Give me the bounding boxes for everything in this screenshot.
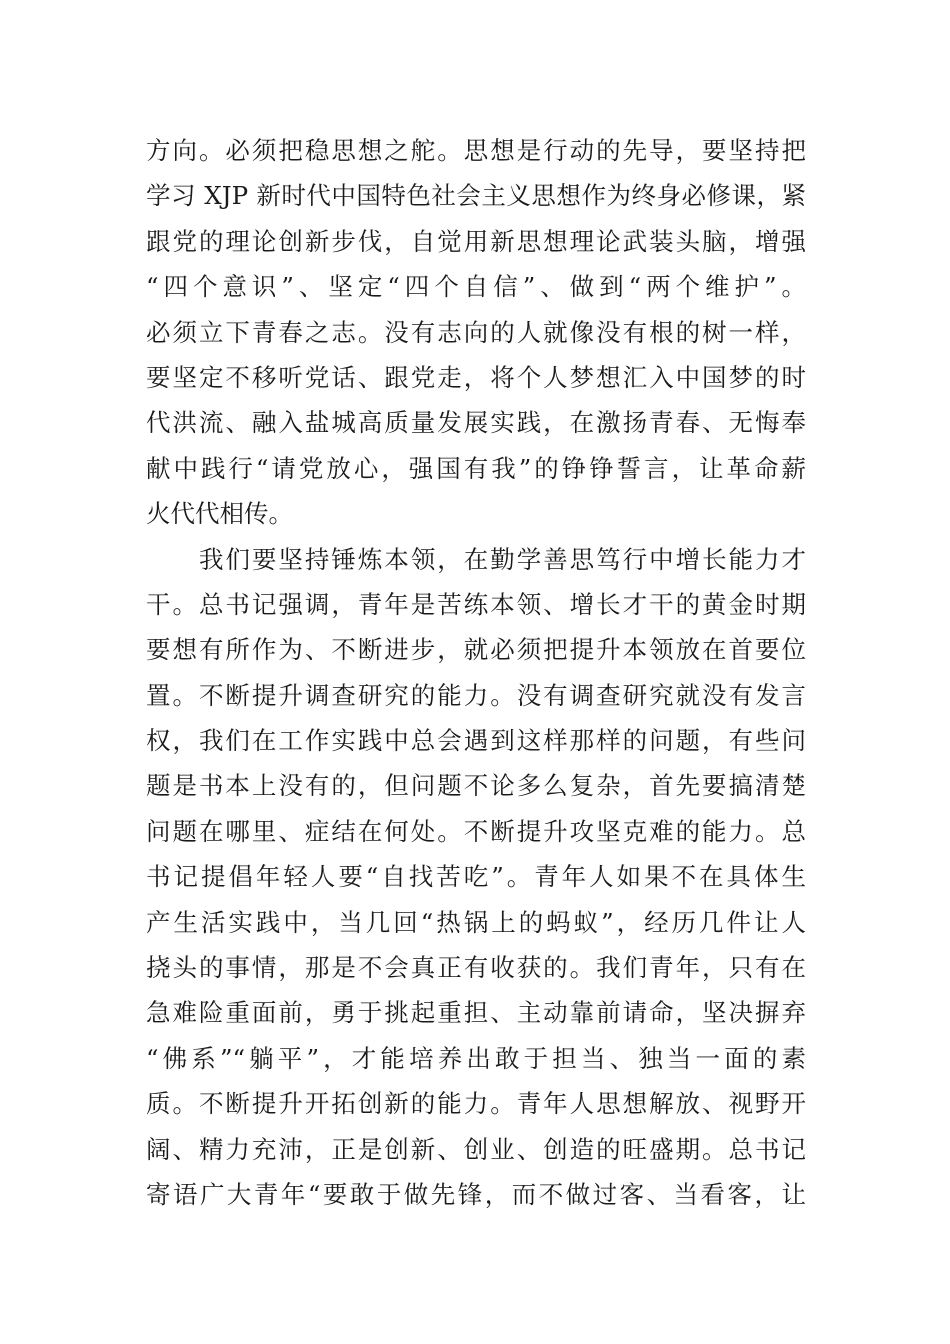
paragraph-1-line: 必须立下青春之志。没有志向的人就像没有根的树一样， <box>146 317 806 347</box>
paragraph-2-line: 寄语广大青年“要敢于做先锋，而不做过客、当看客，让 <box>146 1179 806 1209</box>
paragraph-1 <box>146 128 806 537</box>
paragraph-1-line: 火代代相传。 <box>146 499 293 529</box>
paragraph-2-line: 置。不断提升调查研究的能力。没有调查研究就没有发言 <box>146 680 806 710</box>
paragraph-2-line: 要想有所作为、不断进步，就必须把提升本领放在首要位 <box>146 635 806 665</box>
paragraph-1-line: 要坚定不移听党话、跟党走，将个人梦想汇入中国梦的时 <box>146 362 806 392</box>
paragraph-2-line: 权，我们在工作实践中总会遇到这样那样的问题，有些问 <box>146 726 806 756</box>
paragraph-1-line: 献中践行“请党放心，强国有我”的铮铮誓言，让革命薪 <box>146 453 806 483</box>
paragraph-2-line: 质。不断提升开拓创新的能力。青年人思想解放、视野开 <box>146 1089 806 1119</box>
paragraph-2-line: 阔、精力充沛，正是创新、创业、创造的旺盛期。总书记 <box>146 1134 806 1164</box>
paragraph-2-line: 我们要坚持锤炼本领，在勤学善思笃行中增长能力才 <box>199 544 806 574</box>
paragraph-2-line: 问题在哪里、症结在何处。不断提升攻坚克难的能力。总 <box>146 816 806 846</box>
paragraph-1-line: 代洪流、融入盐城高质量发展实践，在激扬青春、无悔奉 <box>146 408 806 438</box>
paragraph-2-line: 产生活实践中，当几回“热锅上的蚂蚁”，经历几件让人 <box>146 907 806 937</box>
paragraph-2-line: 干。总书记强调，青年是苦练本领、增长才干的黄金时期 <box>146 589 806 619</box>
paragraph-2-line: 急难险重面前，勇于挑起重担、主动靠前请命，坚决摒弃 <box>146 998 806 1028</box>
paragraph-2-line: “佛系”“躺平”，才能培养出敢于担当、独当一面的素 <box>146 1043 806 1073</box>
paragraph-2-line: 书记提倡年轻人要“自找苦吃”。青年人如果不在具体生 <box>146 862 806 892</box>
paragraph-2 <box>146 537 806 1218</box>
paragraph-1-line: “四个意识”、坚定“四个自信”、做到“两个维护”。 <box>146 272 806 302</box>
paragraph-1-line: 学习 XJP 新时代中国特色社会主义思想作为终身必修课，紧 <box>146 181 806 211</box>
document-body <box>146 128 806 1217</box>
paragraph-2-line: 题是书本上没有的，但问题不论多么复杂，首先要搞清楚 <box>146 771 806 801</box>
paragraph-2-line: 挠头的事情，那是不会真正有收获的。我们青年，只有在 <box>146 953 806 983</box>
paragraph-1-line: 跟党的理论创新步伐，自觉用新思想理论武装头脑，增强 <box>146 226 806 256</box>
paragraph-1-line: 方向。必须把稳思想之舵。思想是行动的先导，要坚持把 <box>146 136 806 165</box>
